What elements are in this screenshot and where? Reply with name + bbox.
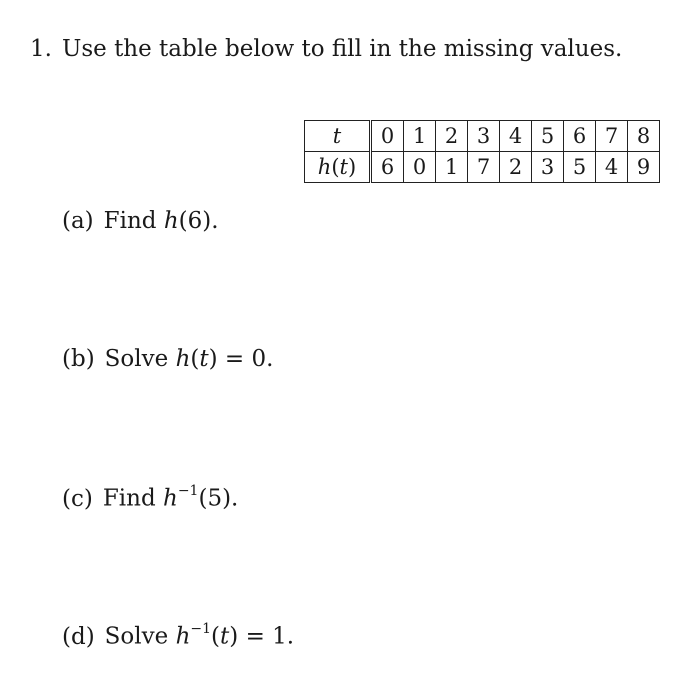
h-value-cell: 2	[500, 152, 532, 183]
t-value-cell: 6	[564, 121, 596, 152]
problem-heading	[30, 36, 622, 62]
variable: t	[199, 346, 209, 372]
part-c	[62, 485, 238, 512]
part-label: (b)	[62, 346, 95, 372]
value-table	[304, 120, 660, 183]
function-symbol: h	[175, 346, 191, 372]
h-value-cell: 9	[628, 152, 660, 183]
argument: (6).	[178, 208, 219, 234]
h-value-cell: 0	[404, 152, 436, 183]
problem-instruction: Use the table below to fill in the missing values.	[61, 36, 623, 62]
h-row-header: h(t)	[305, 152, 371, 183]
function-symbol: h	[163, 208, 179, 234]
part-verb: Solve	[104, 346, 169, 372]
problem-number: 1.	[30, 36, 52, 62]
part-d: (d) Solve $h^{-1}(t) = 1$.	[62, 621, 295, 650]
h-value-cell: 7	[468, 152, 500, 183]
inverse-exponent: −1	[177, 483, 199, 499]
part-label: (c)	[62, 485, 93, 512]
t-row	[305, 121, 660, 152]
t-value-cell: 7	[596, 121, 628, 152]
t-value-cell: 2	[436, 121, 468, 152]
variable: t	[220, 623, 230, 650]
h-value-cell: 4	[596, 152, 628, 183]
part-verb: Solve	[104, 623, 169, 650]
argument: (5).	[198, 485, 239, 512]
h-value-cell: 1	[436, 152, 468, 183]
part-a	[62, 208, 219, 234]
part-verb: Find	[102, 485, 156, 512]
t-value-cell: 0	[371, 121, 404, 152]
rhs: = 0.	[224, 346, 274, 372]
part-verb: Find	[103, 208, 157, 234]
rhs: = 1.	[245, 623, 295, 650]
h-value-cell: 6	[371, 152, 404, 183]
t-value-cell: 4	[500, 121, 532, 152]
t-value-cell: 3	[468, 121, 500, 152]
part-b: (b) Solve h(t) = 0.	[62, 346, 274, 372]
t-value-cell: 5	[532, 121, 564, 152]
t-value-cell: 1	[404, 121, 436, 152]
h-value-cell: 3	[532, 152, 564, 183]
h-value-cell: 5	[564, 152, 596, 183]
inverse-exponent: −1	[190, 621, 212, 637]
t-value-cell: 8	[628, 121, 660, 152]
h-row	[305, 152, 660, 183]
function-symbol: h	[175, 623, 191, 650]
function-symbol: h	[163, 485, 178, 512]
t-row-header: t	[305, 121, 371, 152]
part-label: (a)	[62, 208, 94, 234]
part-label: (d)	[62, 623, 95, 650]
